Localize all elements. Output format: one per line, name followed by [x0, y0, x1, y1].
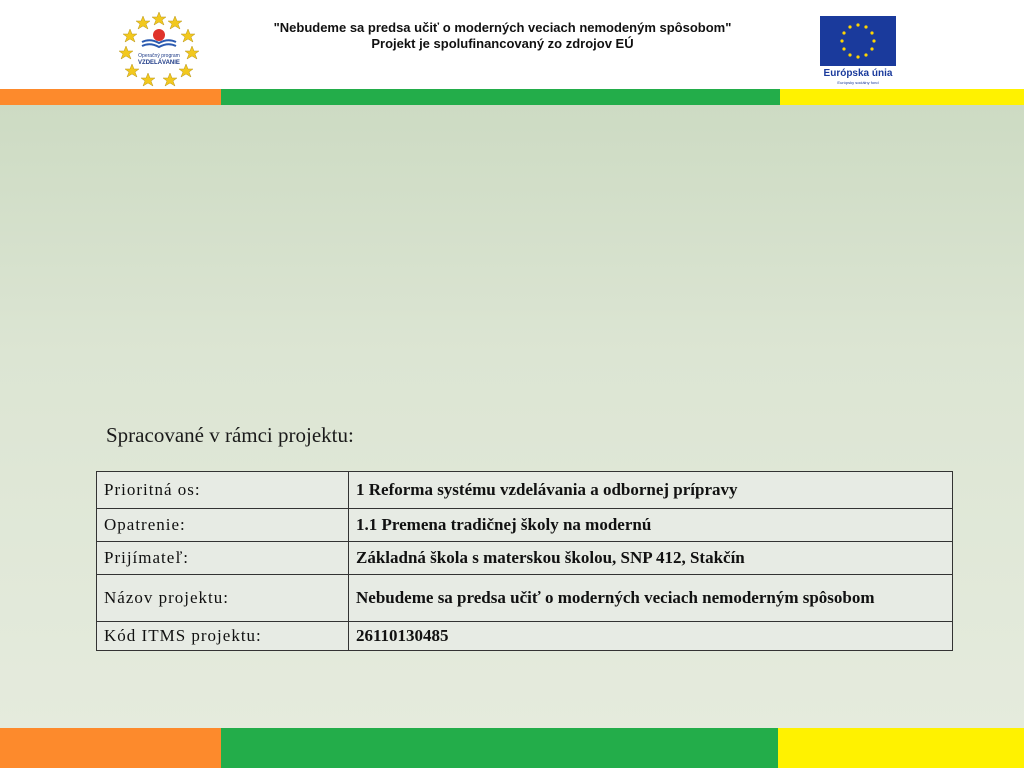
logo-left-line1: Operačný program [138, 53, 180, 59]
education-stars-logo-icon [118, 10, 200, 88]
table-row [97, 542, 953, 575]
stripe-orange [0, 89, 221, 105]
table-row [97, 509, 953, 542]
header-title-line2: Projekt je spolufinancovaný zo zdrojov EÚ [371, 36, 634, 51]
header-title [230, 20, 775, 52]
bottom-color-stripe [0, 728, 1024, 768]
row-label: Kód ITMS projektu: [97, 622, 349, 651]
stripe-orange [0, 728, 221, 768]
stripe-yellow [780, 89, 1024, 105]
table-row [97, 575, 953, 622]
eu-logo [818, 14, 898, 90]
eu-subtitle: Európsky sociálny fond [837, 80, 879, 85]
stripe-green [221, 728, 778, 768]
eu-name: Európska únia [823, 68, 893, 79]
row-label: Prijímateľ: [97, 542, 349, 575]
logo-left-line2: VZDELÁVANIE [138, 60, 180, 66]
row-value: Nebudeme sa predsa učiť o moderných veciach nemoderným spôsobom [349, 575, 953, 622]
top-color-stripe [0, 89, 1024, 105]
section-subtitle: Spracované v rámci projektu: [106, 423, 354, 447]
row-value: 1.1 Premena tradičnej školy na modernú [349, 509, 953, 542]
slide-content [0, 105, 1024, 728]
row-label: Opatrenie: [97, 509, 349, 542]
row-value: 26110130485 [349, 622, 953, 651]
table-row [97, 622, 953, 651]
row-value: 1 Reforma systému vzdelávania a odbornej prípravy [349, 472, 953, 509]
stripe-green [221, 89, 780, 105]
project-info-table [96, 471, 953, 651]
row-value: Základná škola s materskou školou, SNP 412, Stakčín [349, 542, 953, 575]
row-label: Názov projektu: [97, 575, 349, 622]
header [0, 0, 1024, 90]
stripe-yellow [778, 728, 1024, 768]
eu-flag-icon [820, 16, 896, 66]
table-row [97, 472, 953, 509]
header-title-line1: "Nebudeme sa predsa učiť o moderných veciach nemodeným spôsobom" [273, 20, 732, 35]
row-label: Prioritná os: [97, 472, 349, 509]
